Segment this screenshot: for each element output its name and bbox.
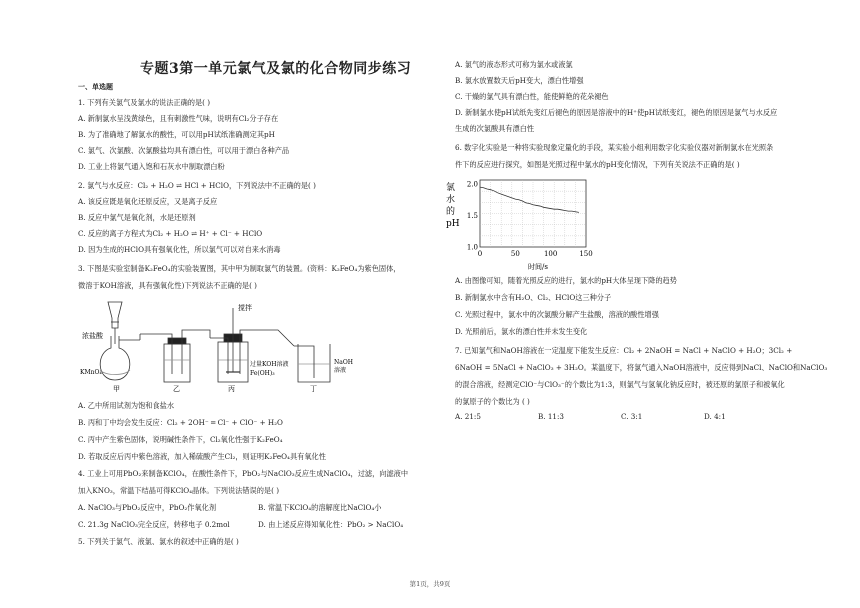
chart-ylabel [446, 181, 460, 229]
label-koh: 过量KOH溶液 [250, 361, 289, 368]
left-text-line: D. 若取反应后丙中紫色溶液，加入稀硫酸产生Cl₂，则证明K₂FeO₄具有氧化性 [78, 452, 326, 461]
left-text-line: 3. 下图是实验室制备K₂FeO₄的实验装置图，其中甲为制取氯气的装置。(资料：K₂FeO₄为紫色固体， [78, 264, 401, 273]
right-text-line: 生成的次氯酸具有漂白性 [455, 124, 535, 133]
right-text-line: C. 干燥的氯气具有漂白性，能使鲜艳的花朵褪色 [455, 92, 609, 101]
right-text-line: 的氯原子的个数比为 ( ) [455, 397, 530, 406]
label-acid: 浓盐酸 [82, 332, 103, 340]
q7-option: D. 4:1 [704, 412, 726, 421]
left-text-line: 4. 工业上可用PbO₂来制备KClO₄，在酸性条件下，PbO₂与NaClO₃反应生成NaClO₄，过滤，向滤液中 [78, 469, 409, 478]
q7-option: A. 21:5 [455, 412, 481, 421]
chart-x-tick-label: 100 [543, 250, 558, 258]
chart-y-tick-label: 1.0 [466, 243, 478, 252]
q4-option: D. 由上述反应得知氧化性：PbO₂ > NaClO₄ [258, 520, 404, 529]
chart-ylabel-part: 氯 [446, 183, 456, 193]
ph-chart [440, 172, 600, 272]
right-text-line: B. 新制氯水中含有H₂O、Cl₂、HClO这三种分子 [455, 293, 612, 302]
chart-y-tick-label: 2.0 [466, 180, 478, 189]
chart-ylabel-part: 的 [446, 207, 456, 217]
right-text-line: 件下的反应进行探究，如图是光照过程中氯水的pH变化情况，下列有关说法不正确的是( ) [455, 160, 740, 169]
label-naoh: NaOH [334, 359, 353, 366]
left-text-line: D. 因为生成的HClO具有强氧化性，所以氯气可以对自来水消毒 [78, 245, 281, 254]
chart-y-tick-label: 1.5 [466, 212, 478, 220]
right-text-line: A. 氯气的液态形式可称为氯水或液氯 [455, 60, 573, 69]
q4-option: A. NaClO₃与PbO₂反应中，PbO₂作氧化剂 [78, 503, 217, 512]
label-stir: 搅拌 [238, 304, 252, 312]
left-text-line: 微溶于KOH溶液，具有强氧化性)下列说法不正确的是( ) [78, 281, 257, 290]
chart-ylabel-part: 水 [446, 195, 456, 205]
left-text-line: C. 反应的离子方程式为Cl₂ + H₂O ⇌ H⁺ + Cl⁻ + HClO [78, 229, 263, 238]
left-text-line: 加入KNO₃，常温下结晶可得KClO₄晶体。下列说法错误的是( ) [78, 486, 280, 495]
left-text-line: 5. 下列关于氯气、液氯、氯水的叙述中正确的是( ) [78, 537, 239, 546]
section-heading: 一、单选题 [78, 82, 113, 91]
label-jia: 甲 [113, 385, 120, 393]
chart-x-tick-label: 0 [477, 250, 483, 258]
chart-x-tick-label: 150 [579, 250, 593, 258]
flask-jia-icon [100, 336, 140, 380]
beaker-ding-icon [294, 344, 330, 382]
q7-option: B. 11:3 [538, 412, 564, 421]
page-title: 专题3第一单元氯气及氯的化合物同步练习 [140, 61, 412, 77]
chart-series-line [480, 187, 579, 212]
label-feoh3: Fe(OH)₃ [250, 370, 275, 377]
page-footer: 第1页，共9页 [409, 580, 451, 588]
right-text-line: 7. 已知氯气和NaOH溶液在一定温度下能发生反应：Cl₂ + 2NaOH = NaCl + NaClO + H₂O；3Cl₂ + [455, 346, 793, 355]
apparatus-figure [78, 294, 368, 394]
right-text-line: C. 光照过程中，氯水中的次氯酸分解产生盐酸，溶液的酸性增强 [455, 310, 659, 319]
right-text-line: 6. 数字化实验是一种将实验现象定量化的手段，某实验小组利用数字化实验仪器对新制氯水在光照条 [455, 143, 774, 152]
left-text-line: A. 该反应既是氧化还原反应，又是离子反应 [78, 197, 218, 206]
left-text-line: C. 丙中产生紫色固体，说明碱性条件下，Cl₂氧化性强于K₂FeO₄ [78, 435, 283, 444]
right-text-line: D. 新制氯水使pH试纸先变红后褪色的原因是溶液中的H⁺使pH试纸变红，褪色的原因是氯气与水反应 [455, 108, 778, 117]
q7-option: C. 3:1 [621, 412, 643, 421]
right-text-line: A. 由图像可知，随着光照反应的进行，氯水的pH大体呈现下降的趋势 [455, 276, 677, 285]
right-text-line: D. 光照前后，氯水的漂白性并未发生变化 [455, 327, 588, 336]
funnel-icon [108, 302, 122, 344]
right-text-line: B. 氯水放置数天后pH变大，漂白性增强 [455, 76, 584, 85]
left-text-line: 1. 下列有关氯气及氯水的说法正确的是( ) [78, 98, 211, 107]
label-yi: 乙 [173, 385, 180, 393]
left-text-line: A. 新制氯水呈浅黄绿色，且有刺激性气味，说明有Cl₂分子存在 [78, 114, 279, 123]
left-text-line: B. 反应中氯气是氧化剂，水是还原剂 [78, 213, 196, 222]
left-text-line: B. 为了准确地了解氯水的酸性，可以用pH试纸准确测定其pH [78, 130, 275, 139]
left-text-line: 2. 氯气与水反应：Cl₂ + H₂O ⇌ HCl + HClO，下列说法中不正确的是( ) [78, 181, 316, 190]
chart-xlabel: 时间/s [528, 263, 548, 271]
chart-x-tick-label: 50 [510, 250, 520, 258]
left-text-line: D. 工业上将氯气通入饱和石灰水中制取漂白粉 [78, 162, 225, 171]
label-naoh-solution: 溶液 [334, 367, 347, 374]
chart-ylabel-part: pH [446, 219, 460, 229]
label-ding: 丁 [310, 385, 317, 393]
bottle-yi-icon [140, 330, 210, 382]
right-text-line: 6NaOH = 5NaCl + NaClO₃ + 3H₂O。某温度下，将氯气通入NaOH溶液中，反应得到NaCl、NaClO和NaClO₃ [455, 363, 828, 372]
q4-option: B. 常温下KClO₄的溶解度比NaClO₄小 [258, 503, 382, 512]
left-text-line: C. 氯气、次氯酸、次氯酸盐均具有漂白性，可以用于漂白各种产品 [78, 146, 290, 155]
q4-option: C. 21.3g NaClO₃完全反应，转移电子 0.2mol [78, 520, 230, 529]
label-kmno4: KMnO₄ [80, 369, 102, 376]
right-text-line: 的混合溶液，经测定ClO⁻与ClO₃⁻的个数比为1:3，则氯气与氢氧化钠反应时，被还原的氯原子和被氧化 [455, 380, 785, 389]
chart-grid [480, 180, 586, 247]
left-text-line: A. 乙中所用试剂为饱和食盐水 [78, 401, 175, 410]
label-bing: 丙 [228, 385, 235, 393]
left-text-line: B. 丙和丁中均会发生反应：Cl₂ + 2OH⁻ ═ Cl⁻ + ClO⁻ + H₂O [78, 418, 283, 427]
